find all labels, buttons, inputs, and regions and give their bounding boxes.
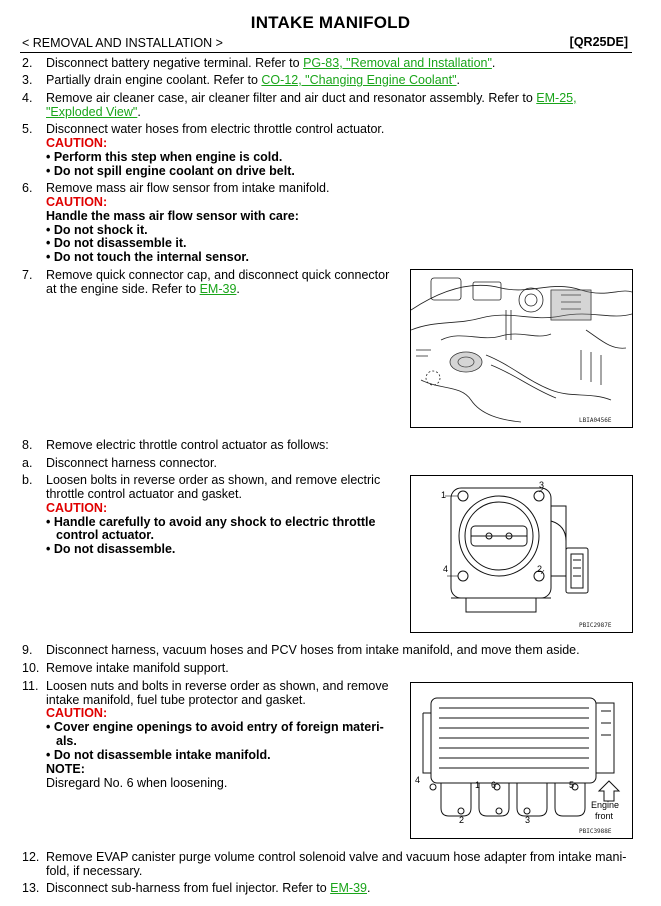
step-4 bbox=[46, 91, 577, 105]
bolt-number: 3 bbox=[525, 815, 531, 825]
caution-label: CAUTION: bbox=[46, 136, 108, 150]
link-pg-83[interactable]: PG-83, "Removal and Installation" bbox=[303, 56, 492, 70]
bolt-number: 2 bbox=[459, 815, 465, 825]
caution-label: CAUTION: bbox=[46, 501, 108, 515]
step-12-cont: fold, if necessary. bbox=[46, 864, 143, 878]
link-em-39[interactable]: EM-39 bbox=[199, 282, 237, 296]
engine-front-label: Engine bbox=[591, 800, 620, 810]
step-letter: b. bbox=[22, 473, 33, 487]
step-12: Remove EVAP canister purge volume control solenoid valve and vacuum hose adapter from intake mani- bbox=[46, 850, 627, 864]
step-number: 3. bbox=[22, 73, 33, 87]
figure-engine-bay bbox=[410, 269, 633, 428]
step-4-cont bbox=[46, 105, 141, 119]
caution-bullet: • Do not shock it. bbox=[46, 223, 148, 237]
caution-bullet: • Do not disassemble intake manifold. bbox=[46, 748, 271, 762]
bolt-number: 2 bbox=[537, 564, 543, 574]
caution-bullet: • Do not touch the internal sensor. bbox=[46, 250, 250, 264]
step-number: 10. bbox=[22, 661, 40, 675]
figure-id: PBIC3988E bbox=[579, 828, 612, 835]
step-11: Loosen nuts and bolts in reverse order as shown, and remove bbox=[46, 679, 389, 693]
step-number: 13. bbox=[22, 881, 40, 895]
step-number: 7. bbox=[22, 268, 33, 282]
bolt-number: 4 bbox=[443, 564, 449, 574]
step-text: Partially drain engine coolant. Refer to bbox=[46, 73, 262, 87]
step-number: 12. bbox=[22, 850, 40, 864]
step-13 bbox=[46, 881, 370, 895]
figure-throttle-actuator bbox=[410, 475, 633, 633]
step-3 bbox=[46, 73, 460, 87]
caution-bullet: • Perform this step when engine is cold. bbox=[46, 150, 283, 164]
step-5: Disconnect water hoses from electric throttle control actuator. bbox=[46, 122, 385, 136]
step-text: Disconnect sub-harness from fuel injector. Refer to bbox=[46, 881, 331, 895]
step-8: Remove electric throttle control actuator as follows: bbox=[46, 438, 329, 452]
engine-front-label: front bbox=[595, 811, 614, 821]
caution-label: CAUTION: bbox=[46, 706, 108, 720]
caution-bullet: • Do not disassemble. bbox=[46, 542, 176, 556]
step-text-end: . bbox=[236, 282, 240, 296]
figure-intake-manifold bbox=[410, 682, 633, 839]
step-9: Disconnect harness, vacuum hoses and PCV hoses from intake manifold, and move them aside. bbox=[46, 643, 580, 657]
step-text-end: . bbox=[491, 56, 496, 70]
link-co-12[interactable]: CO-12, "Changing Engine Coolant" bbox=[261, 73, 457, 87]
caution-bullet: • Cover engine openings to avoid entry of foreign materi- bbox=[46, 720, 384, 734]
caution-note: Handle the mass air flow sensor with care: bbox=[46, 209, 299, 223]
step-10: Remove intake manifold support. bbox=[46, 661, 229, 675]
caution-bullet: • Handle carefully to avoid any shock to electric throttle bbox=[46, 515, 376, 529]
step-11-cont: intake manifold, fuel tube protector and gasket. bbox=[46, 693, 306, 707]
step-number: 5. bbox=[22, 122, 33, 136]
caution-bullet: • Do not disassemble it. bbox=[46, 236, 187, 250]
step-letter: a. bbox=[22, 456, 33, 470]
engine-bay-illustration bbox=[411, 270, 632, 427]
bolt-number: 3 bbox=[539, 480, 545, 490]
caution-bullet: • Do not spill engine coolant on drive belt. bbox=[46, 164, 295, 178]
page-title: INTAKE MANIFOLD bbox=[250, 13, 411, 32]
step-number: 4. bbox=[22, 91, 33, 105]
step-number: 2. bbox=[22, 56, 33, 70]
bolt-number: 5 bbox=[569, 780, 575, 790]
step-2 bbox=[46, 56, 495, 70]
step-text: Disconnect battery negative terminal. Refer to bbox=[46, 56, 304, 70]
note-text: Disregard No. 6 when loosening. bbox=[46, 776, 228, 790]
step-8b: Loosen bolts in reverse order as shown, and remove electric bbox=[46, 473, 381, 487]
header-rule bbox=[20, 52, 632, 53]
bolt-number: 1 bbox=[475, 780, 481, 790]
step-number: 6. bbox=[22, 181, 33, 195]
bolt-number: 4 bbox=[415, 775, 421, 785]
step-7-cont bbox=[46, 282, 240, 296]
link-exploded-view[interactable]: "Exploded View" bbox=[46, 105, 138, 119]
caution-bullet-cont: control actuator. bbox=[56, 528, 154, 542]
step-6: Remove mass air flow sensor from intake manifold. bbox=[46, 181, 330, 195]
engine-model: [QR25DE] bbox=[569, 35, 628, 49]
note-label: NOTE: bbox=[46, 762, 85, 776]
step-text-end: . bbox=[137, 105, 141, 119]
step-8a: Disconnect harness connector. bbox=[46, 456, 217, 470]
step-text-end: . bbox=[456, 73, 460, 87]
step-number: 11. bbox=[22, 679, 39, 693]
step-8b-cont: throttle control actuator and gasket. bbox=[46, 487, 242, 501]
link-em-25[interactable]: EM-25, bbox=[536, 91, 577, 105]
bolt-number: 1 bbox=[441, 490, 447, 500]
section-label: < REMOVAL AND INSTALLATION > bbox=[22, 36, 223, 50]
figure-id: LBIA0456E bbox=[579, 417, 612, 424]
step-text-end: . bbox=[366, 881, 371, 895]
step-number: 9. bbox=[22, 643, 33, 657]
caution-bullet-cont: als. bbox=[56, 734, 77, 748]
step-text: Remove air cleaner case, air cleaner filter and air duct and resonator assembly. Refer to bbox=[46, 91, 537, 105]
step-7: Remove quick connector cap, and disconnect quick connector bbox=[46, 268, 390, 282]
bolt-number: 6 bbox=[491, 780, 497, 790]
caution-label: CAUTION: bbox=[46, 195, 108, 209]
step-number: 8. bbox=[22, 438, 33, 452]
link-em-39-fuel[interactable]: EM-39 bbox=[330, 881, 367, 895]
figure-id: PBIC2987E bbox=[579, 622, 612, 629]
step-text: at the engine side. Refer to bbox=[46, 282, 200, 296]
